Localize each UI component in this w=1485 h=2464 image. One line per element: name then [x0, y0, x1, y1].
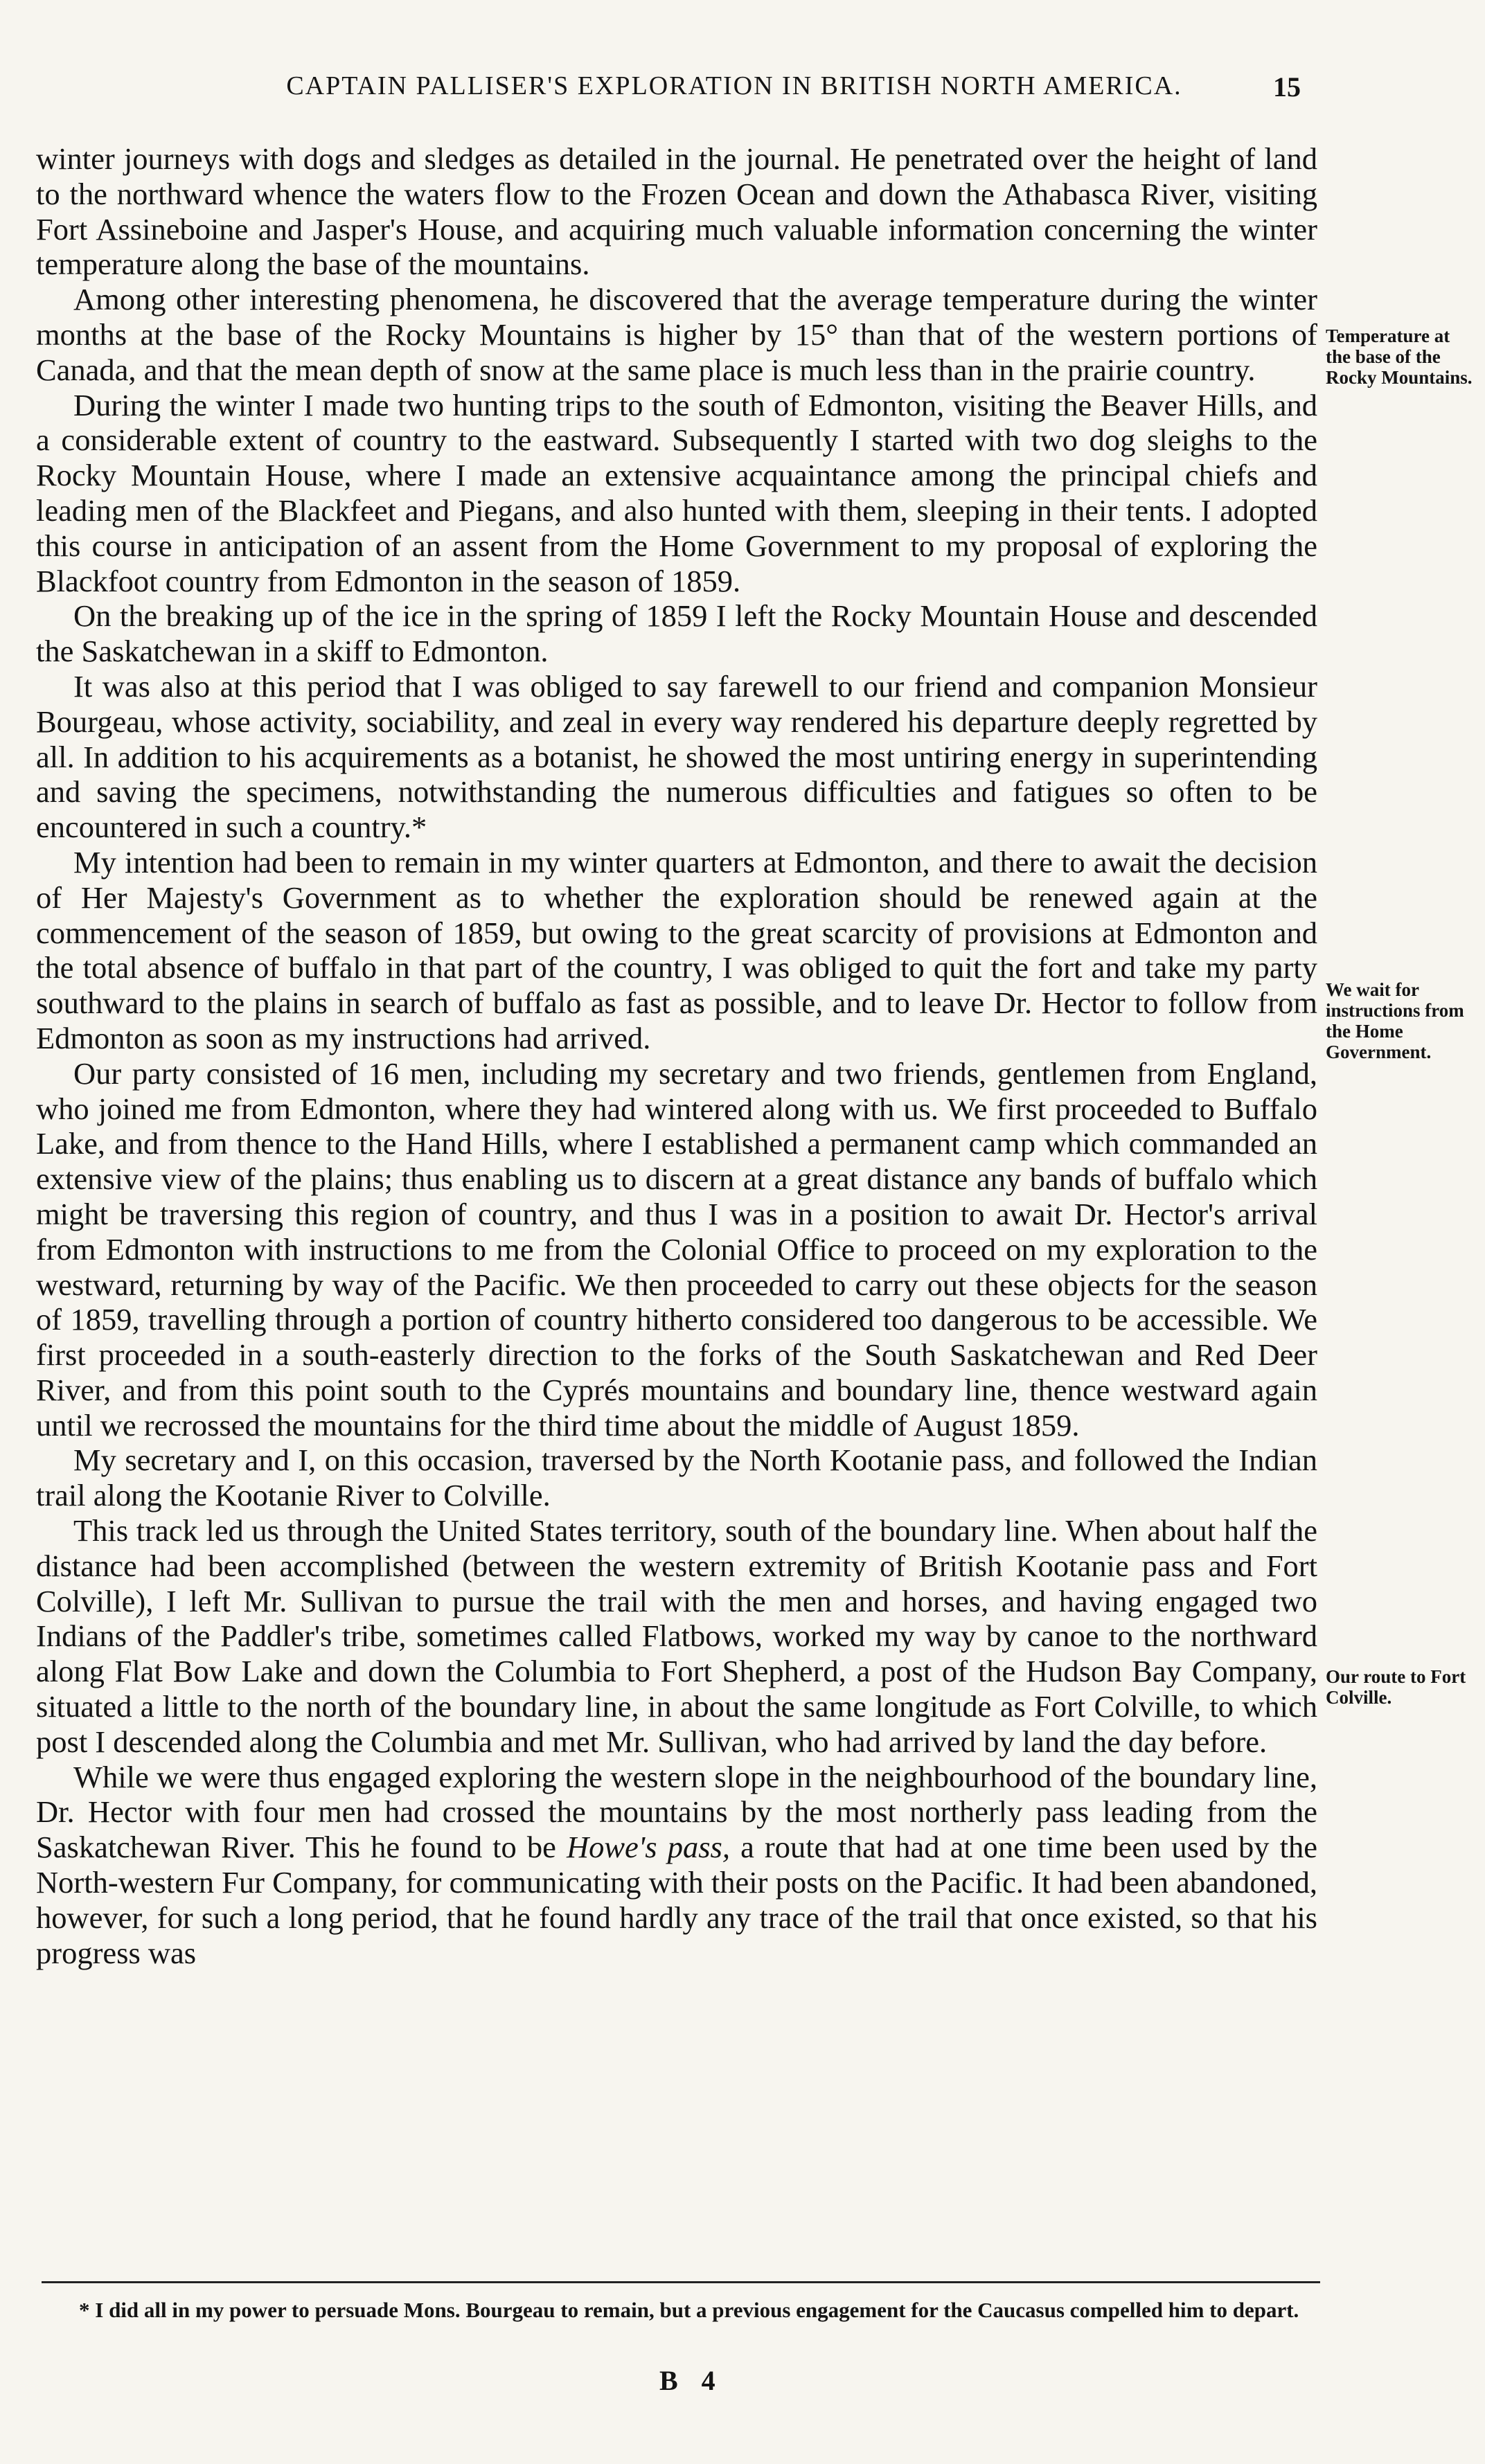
- paragraph-last: [36, 1760, 1317, 1971]
- margin-note-instructions: We wait for instructions from the Home Government.: [1326, 979, 1464, 1062]
- margin-note-temperature: Temperature at the base of the Rocky Mountains.: [1326, 325, 1473, 388]
- paragraph: Among other interesting phenomena, he discovered that the average temperature during the winter months at the base of the Rocky Mountains is higher by 15° than that of the western portions of Canada, and that the mean depth of snow at the same place is much less than in the prairie country.: [36, 282, 1317, 387]
- running-title: CAPTAIN PALLISER'S EXPLORATION IN BRITISH NORTH AMERICA.: [286, 71, 1182, 100]
- paragraph: On the breaking up of the ice in the spring of 1859 I left the Rocky Mountain House and descended the Saskatchewan in a skiff to Edmonton.: [36, 598, 1317, 669]
- italic-place-name: Howe's pass,: [566, 1830, 730, 1865]
- paragraph: During the winter I made two hunting trips to the south of Edmonton, visiting the Beaver Hills, and a considerable extent of country to the eastward. Subsequently I started with two dog sleighs to the Rocky Mountain House, where I made an extensive acquaintance among the principal chiefs and leading men of the Blackfeet and Piegans, and also hunted with them, sleeping in their tents. I adopted this course in anticipation of an assent from the Home Government to my proposal of exploring the Blackfoot country from Edmonton in the season of 1859.: [36, 387, 1317, 598]
- paragraph-text: a route that had at one time been used by the North-western Fur Company, for communicating with their posts on the Pacific. It had been abandoned, however, for such a long period, that he found hardly any trace of the trail that once existed, so that his progress was: [36, 1830, 1318, 1970]
- paragraph: My secretary and I, on this occasion, traversed by the North Kootanie pass, and followed the Indian trail along the Kootanie River to Colville.: [36, 1443, 1317, 1513]
- signature-mark: B 4: [659, 2365, 724, 2396]
- margin-note-route: Our route to Fort Colville.: [1326, 1666, 1466, 1708]
- page-number: 15: [1273, 71, 1301, 102]
- footnote-divider: [42, 2281, 1320, 2283]
- paragraph: My intention had been to remain in my winter quarters at Edmonton, and there to await the decision of Her Majesty's Government as to whether the exploration should be renewed again at the commencement of the season of 1859, but owing to the great scarcity of provisions at Edmonton and the total absence of buffalo in that part of the country, I was obliged to quit the fort and take my party southward to the plains in search of buffalo as fast as possible, and to leave Dr. Hector to follow from Edmonton as soon as my instructions had arrived.: [36, 844, 1317, 1055]
- paragraph: This track led us through the United States territory, south of the boundary line. When about half the distance had been accomplished (between the western extremity of British Kootanie pass and Fort Colville), I left Mr. Sullivan to pursue the trail with the men and horses, and having engaged two Indians of the Paddler's tribe, sometimes called Flatbows, worked my way by canoe to the northward along Flat Bow Lake and down the Columbia to Fort Shepherd, a post of the Hudson Bay Company, situated a little to the north of the boundary line, in about the same longitude as Fort Colville, to which post I descended along the Columbia and met Mr. Sullivan, who had arrived by land the day before.: [36, 1513, 1317, 1759]
- paragraph: It was also at this period that I was obliged to say farewell to our friend and companion Monsieur Bourgeau, whose activity, sociability, and zeal in every way rendered his departure deeply regretted by all. In addition to his acquirements as a botanist, he showed the most untiring energy in superintending and saving the specimens, notwithstanding the numerous difficulties and fatigues so often to be encountered in such a country.*: [36, 668, 1317, 845]
- paragraph: Our party consisted of 16 men, including my secretary and two friends, gentlemen from England, who joined me from Edmonton, where they had wintered along with us. We first proceeded to Buffalo Lake, and from thence to the Hand Hills, where I established a permanent camp which commanded an extensive view of the plains; thus enabling us to discern at a great distance any bands of buffalo which might be traversing this region of country, and thus I was in a position to await Dr. Hector's arrival from Edmonton with instructions to me from the Colonial Office to proceed on my exploration to the westward, returning by way of the Pacific. We then proceeded to carry out these objects for the season of 1859, travelling through a portion of country hitherto considered too dangerous to be accessible. We first proceeded in a south-easterly direction to the forks of the South Saskatchewan and Red Deer River, and from this point south to the Cyprés mountains and boundary line, thence westward again until we recrossed the mountains for the third time about the middle of August 1859.: [36, 1055, 1317, 1443]
- footnote: * I did all in my power to persuade Mons. Bourgeau to remain, but a previous engagement for the Caucasus compelled him to depart.: [79, 2298, 1299, 2322]
- body-text: [36, 141, 1317, 1970]
- paragraph-text: While we were thus engaged exploring the western slope in the neighbourhood of the boundary line, Dr. Hector with four men had crossed the mountains by the most northerly pass leading from the Saskatchewan River. This he found to be: [36, 1759, 1317, 1865]
- paragraph: winter journeys with dogs and sledges as detailed in the journal. He penetrated over the height of land to the northward whence the waters flow to the Frozen Ocean and down the Athabasca River, visiting Fort Assineboine and Jasper's House, and acquiring much valuable information concerning the winter temperature along the base of the mountains.: [36, 141, 1317, 282]
